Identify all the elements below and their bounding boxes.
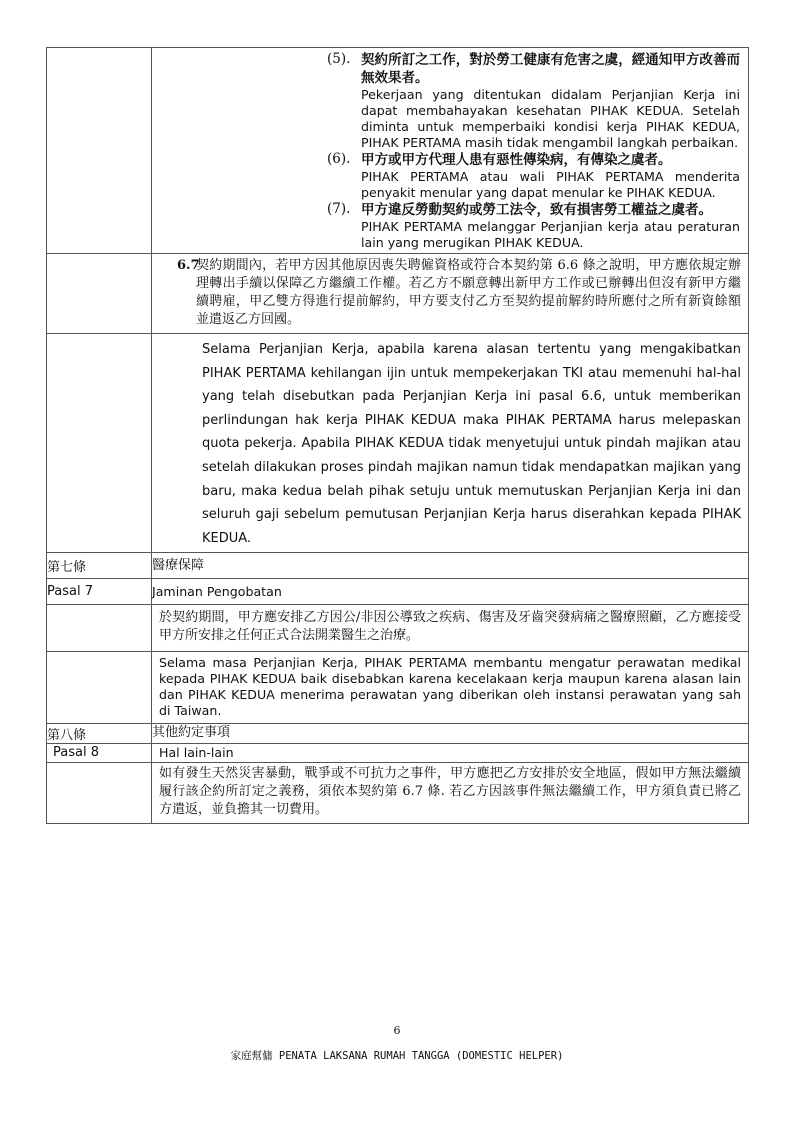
label-cell-empty <box>47 763 152 824</box>
table-row <box>47 334 749 553</box>
article-7-title-id: Jaminan Pengobatan <box>152 579 749 605</box>
item-number: (6). <box>327 151 351 167</box>
section-6-7-zh-cell <box>152 254 749 334</box>
page-number: 6 <box>393 1024 401 1037</box>
section-6-7-id-cell <box>152 334 749 553</box>
item-number: (5). <box>327 51 351 67</box>
label-cell-empty <box>47 334 152 553</box>
item-text-id: Pekerjaan yang ditentukan didalam Perjanjian Kerja ini dapat membahayakan kesehatan PIHAK KEDUA. Setelah diminta untuk memperbaiki kondisi kerja PIHAK KEDUA, PIHAK PERTAMA masih tidak mengambil langkah perbaikan. <box>361 87 740 150</box>
article-8-label-id: Pasal 8 <box>47 744 152 763</box>
label-cell-empty <box>47 605 152 652</box>
table-row <box>47 254 749 334</box>
item-heading-zh: 甲方違反勞動契約或勞工法令，致有損害勞工權益之虞者。 <box>361 202 712 218</box>
table-row <box>47 579 749 605</box>
label-cell-empty <box>47 254 152 334</box>
list-item <box>327 51 740 151</box>
item-heading-zh: 甲方或甲方代理人患有惡性傳染病，有傳染之虞者。 <box>361 152 672 168</box>
list-item <box>327 201 740 251</box>
item-text-id: PIHAK PERTAMA melanggar Perjanjian kerja atau peraturan lain yang merugikan PIHAK KEDUA. <box>361 219 740 250</box>
items-cell <box>152 48 749 254</box>
contract-table <box>46 47 749 824</box>
article-7-text-zh: 於契約期間，甲方應安排乙方因公/非因公導致之疾病、傷害及牙齒突發病痛之醫療照顧，乙方應接受甲方所安排之任何正式合法開業醫生之治療。 <box>152 605 749 652</box>
item-text-id: PIHAK PERTAMA atau wali PIHAK PERTAMA menderita penyakit menular yang dapat menular ke PIHAK KEDUA. <box>361 169 740 200</box>
item-number: (7). <box>327 201 351 217</box>
article-8-title-zh: 其他約定事項 <box>152 724 749 744</box>
document-footer-title: 家庭幫傭 PENATA LAKSANA RUMAH TANGGA (DOMESTIC HELPER) <box>230 1050 564 1062</box>
article-8-title-id: Hal lain-lain <box>152 744 749 763</box>
article-7-text-id: Selama masa Perjanjian Kerja, PIHAK PERTAMA membantu mengatur perawatan medikal kepada PIHAK KEDUA baik disebabkan karena kecelakaan kerja maupun karena alasan lain dan PIHAK KEDUA menerima perawatan yang diberikan oleh instansi perawatan yang sah di Taiwan. <box>152 652 749 724</box>
item-heading-zh: 契約所訂之工作，對於勞工健康有危害之虞，經通知甲方改善而無效果者。 <box>361 52 740 86</box>
article-7-label-zh: 第七條 <box>47 553 152 579</box>
section-number: 6.7 <box>177 258 200 273</box>
label-cell-empty <box>47 48 152 254</box>
table-row <box>47 744 749 763</box>
table-row <box>47 763 749 824</box>
article-7-label-id: Pasal 7 <box>47 579 152 605</box>
table-row <box>47 652 749 724</box>
article-7-title-zh: 醫療保障 <box>152 553 749 579</box>
table-row <box>47 553 749 579</box>
list-item <box>327 151 740 201</box>
section-6-7-text-zh: 契約期間內，若甲方因其他原因喪失聘僱資格或符合本契約第 6.6 條之說明，甲方應依規定辦理轉出手續以保障乙方繼續工作權。若乙方不願意轉出新甲方工作或已辦轉出但沒有新甲方繼續聘雇，甲乙雙方得進行提前解約，甲方要支付乙方至契約提前解約時所應付之所有新資餘額並遣返乙方回國。 <box>196 258 741 327</box>
article-8-label-zh: 第八條 <box>47 724 152 744</box>
table-row <box>47 605 749 652</box>
article-8-text-zh: 如有發生天然災害暴動，戰爭或不可抗力之事件，甲方應把乙方安排於安全地區，假如甲方無法繼續履行該企約所訂定之義務，須依本契約第 6.7 條. 若乙方因該事件無法繼續工作，甲方須負責已將乙方遣返，並負擔其一切費用。 <box>152 763 749 824</box>
section-6-7-text-id: Selama Perjanjian Kerja, apabila karena alasan tertentu yang mengakibatkan PIHAK PERTAMA kehilangan ijin untuk mempekerjakan TKI atau memenuhi hal-hal yang telah disebutkan pada Perjanjian Kerja ini pasal 6.6, untuk memberikan perlindungan hak kerja PIHAK KEDUA maka PIHAK PERTAMA harus melepaskan quota pekerja. Apabila PIHAK KEDUA tidak menyetujui untuk pindah majikan atau setelah dilakukan proses pindah majikan namun tidak mendapatkan majikan yang baru, maka kedua belah pihak setuju untuk memutuskan Perjanjian Kerja ini dan seluruh gaji sebelum pemutusan Perjanjian Kerja harus diserahkan kepada PIHAK KEDUA. <box>202 342 741 546</box>
table-row <box>47 724 749 744</box>
table-row <box>47 48 749 254</box>
label-cell-empty <box>47 652 152 724</box>
